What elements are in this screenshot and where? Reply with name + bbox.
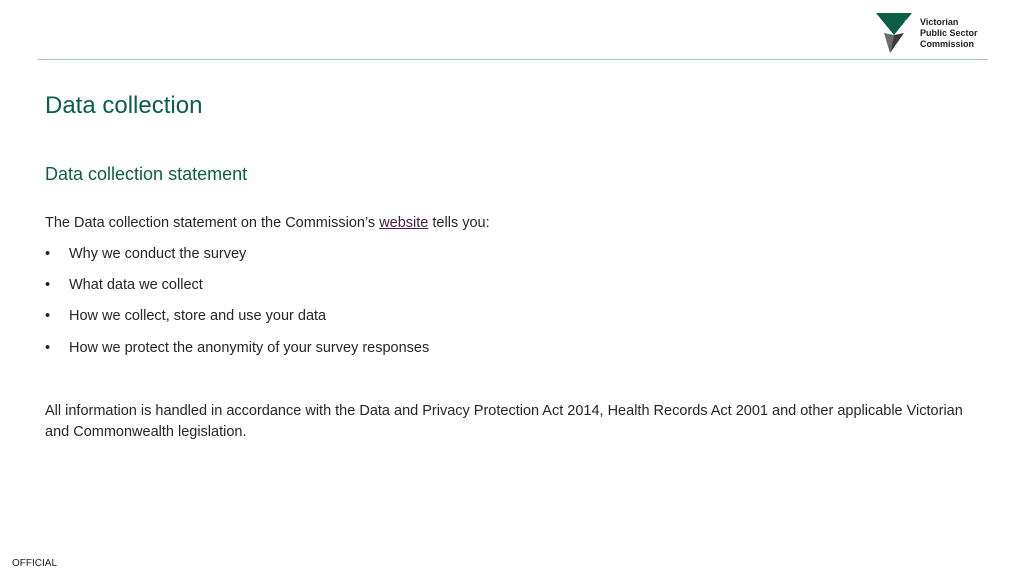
slide-subtitle: Data collection statement [45,164,248,184]
bullet-icon: • [45,339,51,356]
list-item [45,246,429,277]
intro-text-before: The Data collection statement on the Commission’s [45,215,380,231]
logo-line-1: Victorian [920,16,959,27]
list-item [45,308,429,339]
website-link[interactable]: website [379,215,429,231]
header-divider [38,59,988,60]
list-item-text: How we collect, store and use your data [69,308,327,325]
logo-line-2: Public Sector [920,27,978,38]
bullet-icon: • [45,277,51,294]
list-item [45,340,429,371]
bullet-icon: • [45,308,51,325]
logo-line-3: Commission [920,38,975,49]
list-item-text: Why we conduct the survey [69,246,247,262]
intro-text-after: tells you: [428,215,490,231]
security-classification: OFFICIAL [12,558,58,569]
list-item-text: How we protect the anonymity of your survey responses [69,339,430,356]
intro-paragraph [45,215,490,231]
list-item-text: What data we collect [69,277,203,294]
vpsc-logo-text [920,17,978,50]
bullet-icon: • [45,246,51,262]
legislation-statement: All information is handled in accordance with the Data and Privacy Protection Act 2014, Health Records Act 2001 and other applicable Victorian and Commonwealth legislation. [45,403,963,440]
vpsc-logo-icon [876,13,912,53]
bullet-list [45,246,429,371]
list-item [45,277,429,308]
slide-title: Data collection [45,92,203,119]
vpsc-logo [876,12,996,54]
